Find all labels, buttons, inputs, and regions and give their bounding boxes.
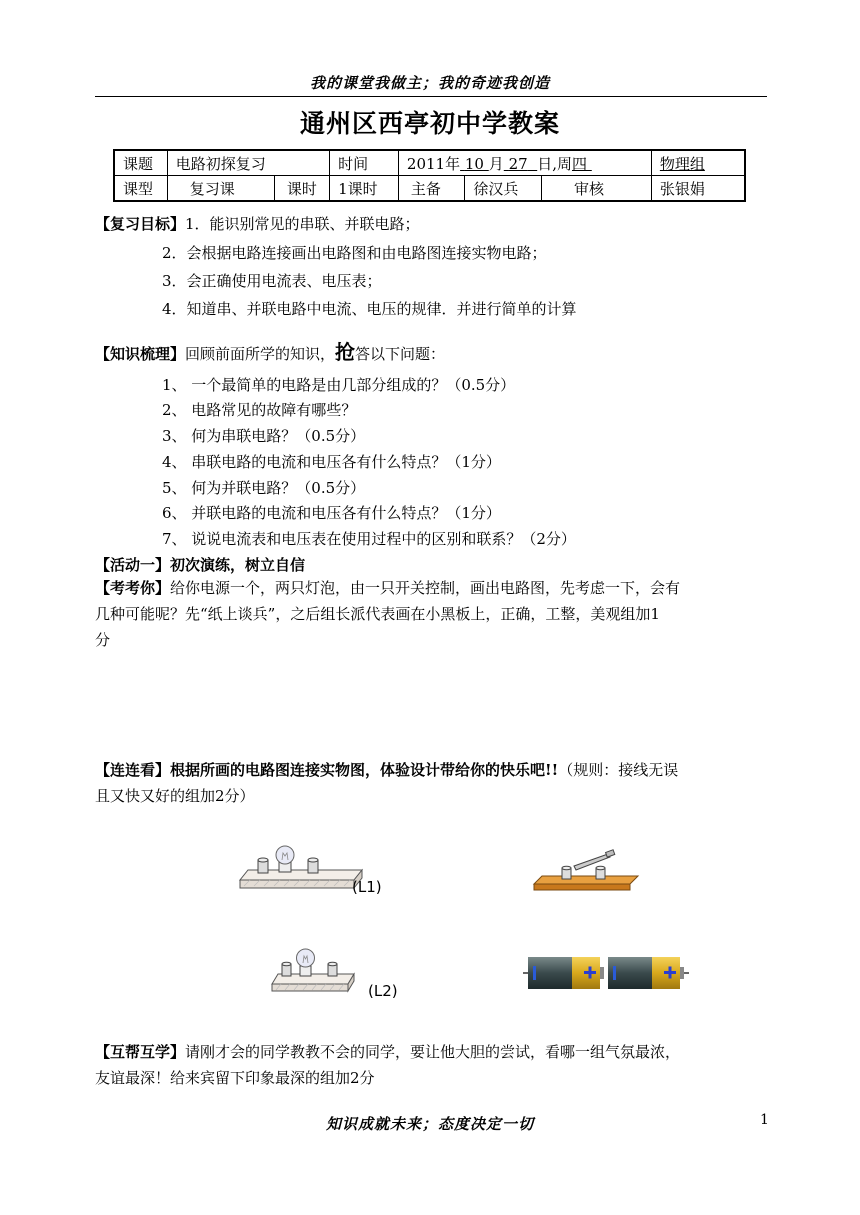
footer-motto: 知识成就未来；态度决定一切 [325, 1115, 534, 1133]
l2-label: (L2) [368, 982, 398, 1000]
info-row-2 [114, 176, 745, 202]
bulb-l1-figure [236, 842, 366, 892]
date-weekday: 四 [571, 154, 587, 173]
lead-value: 徐汉兵 [465, 176, 542, 202]
switch-terminal-left [562, 866, 571, 879]
mutual-help-block [95, 1039, 785, 1091]
review-goal-1: 1．能识别常见的串联、并联电路； [185, 215, 420, 233]
bulb-l2-board-front [272, 984, 348, 991]
question-3: 3、 何为串联电路？（0.5分） [162, 427, 366, 445]
header-motto: 我的课堂我做主；我的奇迹我创造 [309, 74, 550, 92]
topic-label: 课题 [114, 150, 167, 176]
connect-bold-text: 根据所画的电路图连接实物图，体验设计带给你的快乐吧!! [170, 761, 559, 779]
review-value: 张银娟 [651, 176, 745, 202]
bulb-l2-terminal-left [282, 962, 291, 976]
question-6: 6、 并联电路的电流和电压各有什么特点？（1分） [162, 504, 501, 522]
hours-value: 1课时 [330, 176, 399, 202]
lesson-info-table [113, 149, 746, 202]
date-day: 27 [508, 154, 528, 173]
bulb-l1-terminal-left [258, 858, 268, 873]
page-number: 1 [760, 1112, 769, 1128]
connect-line-2: 且又快又好的组加2分） [95, 787, 255, 805]
bulb-l2-lamp [297, 949, 315, 976]
review-goals-label: 【复习目标】 [95, 215, 186, 233]
grab-char: 抢 [335, 340, 356, 364]
knowledge-intro: 【知识梳理】回顾前面所学的知识，抢答以下问题： [95, 340, 446, 364]
bulb-l2-figure [268, 946, 358, 994]
date-month-suffix: 月 [488, 154, 504, 173]
page-title: 通州区西亭初中学教案 [299, 109, 560, 138]
group-value: 物理组 [651, 150, 745, 176]
lead-label: 主备 [398, 176, 464, 202]
date-day-suffix: 日,周 [537, 154, 572, 173]
hours-label: 课时 [274, 176, 329, 202]
battery-2-minus [613, 966, 616, 980]
switch-terminal-right [596, 866, 605, 879]
review-goal-2: 2．会根据电路连接画出电路图和由电路图连接实物电路； [162, 244, 547, 262]
bulb-l1-lamp [276, 846, 294, 872]
mutual-help-line-1: 【互帮互学】请刚才会的同学教教不会的同学，要让他大胆的尝试，看哪一组气氛最浓， [95, 1043, 681, 1061]
header-rule [95, 96, 767, 97]
time-label: 时间 [330, 150, 399, 176]
activity-one [95, 554, 305, 575]
mutual-help-line-2: 友谊最深！给来宾留下印象最深的组加2分 [95, 1069, 375, 1087]
l1-label: (L1) [352, 878, 382, 896]
connect-rule-text: （规则：接线无误 [558, 761, 679, 779]
batteries-figure [522, 952, 690, 994]
battery-2 [608, 957, 689, 989]
activity-one-label: 【活动一】 [95, 556, 171, 574]
date-value [398, 150, 651, 176]
test-you-block [95, 575, 775, 653]
switch-handle [606, 850, 615, 857]
bulb-l1-terminal-right [308, 858, 318, 873]
switch-figure [530, 848, 642, 892]
switch-base-top [534, 876, 638, 884]
review-goal-3: 3．会正确使用电流表、电压表； [162, 272, 382, 290]
connect-block [95, 757, 785, 809]
connect-line-1 [95, 757, 785, 783]
question-5: 5、 何为并联电路？（0.5分） [162, 479, 366, 497]
battery-1-minus [533, 966, 536, 980]
question-1: 1、 一个最简单的电路是由几部分组成的？（0.5分） [162, 376, 516, 394]
review-label: 审核 [541, 176, 651, 202]
topic-value: 电路初探复习 [167, 150, 329, 176]
review-goal-4: 4．知道串、并联电路中电流、电压的规律．并进行简单的计算 [162, 300, 577, 318]
question-2: 2、 电路常见的故障有哪些？ [162, 401, 357, 419]
bulb-l2-terminal-right [328, 962, 337, 976]
test-you-label: 【考考你】 [95, 579, 171, 597]
type-label: 课型 [114, 176, 167, 202]
question-4: 4、 串联电路的电流和电压各有什么特点？（1分） [162, 453, 501, 471]
review-goals-line-1 [95, 213, 420, 234]
mutual-help-label: 【互帮互学】 [95, 1043, 186, 1061]
date-month: 10 [464, 154, 484, 173]
activity-one-text: 初次演练，树立自信 [170, 556, 306, 574]
switch-base-front [534, 884, 630, 890]
bulb-l1-board-front [240, 880, 354, 888]
type-value: 复习课 [167, 176, 274, 202]
info-row-1 [114, 150, 745, 176]
battery-1 [523, 957, 604, 989]
test-you-line-1: 【考考你】给你电源一个，两只灯泡，由一只开关控制，画出电路图，先考虑一下，会有 [95, 579, 681, 597]
date-year: 2011年 [406, 154, 461, 173]
test-you-line-3: 分 [95, 631, 111, 649]
question-7: 7、 说说电流表和电压表在使用过程中的区别和联系？（2分） [162, 530, 576, 548]
test-you-line-2: 几种可能呢？先“纸上谈兵”，之后组长派代表画在小黑板上，正确，工整，美观组加1 [95, 605, 660, 623]
knowledge-label: 【知识梳理】 [95, 345, 186, 363]
connect-label: 【连连看】 [95, 761, 171, 779]
